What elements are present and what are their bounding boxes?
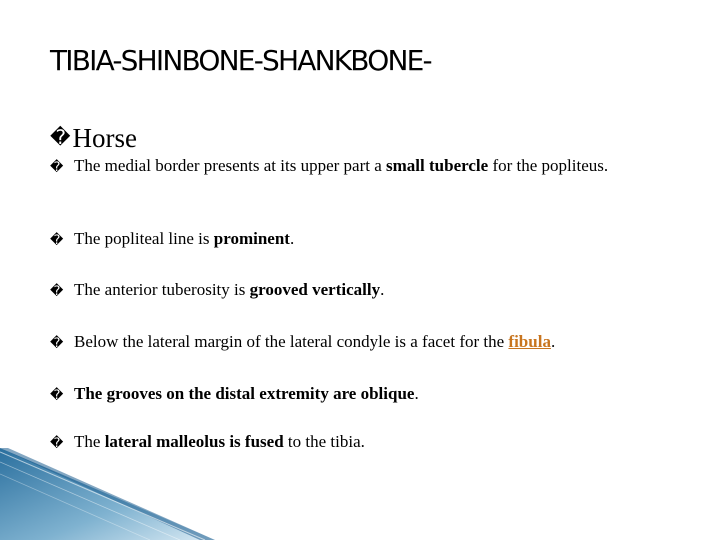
bullet-text: to the tibia. [283,432,365,451]
section-heading [50,122,137,153]
bullet-text: The medial border presents at its upper part a [74,156,387,175]
bullet-emphasis: prominent [213,229,290,248]
heading-text: Horse [72,123,137,153]
corner-decoration [0,448,215,540]
bullet-text: for the popliteus. [488,156,609,175]
bullet-text: . [550,332,556,351]
bullet-marker-icon: � [50,388,64,403]
bullet-emphasis: small tubercle [386,156,489,175]
bullet-text: . [289,229,295,248]
bullet-emphasis: lateral malleolus is fused [104,432,284,451]
missing-glyph-icon: � [50,125,71,149]
bullet-text: . [380,280,385,299]
bullet-marker-icon: � [50,160,64,175]
bullet-text: . [414,384,419,403]
list-item [50,229,675,248]
list-item [50,384,675,403]
bullet-marker-icon: � [50,233,64,248]
list-item [50,332,675,351]
bullet-text: The anterior tuberosity is [74,280,250,299]
slide-title: TIBIA-SHINBONE-SHANKBONE- [50,44,431,77]
bullet-text: The [74,432,105,451]
bullet-text: The popliteal line is [74,229,214,248]
list-item [50,280,675,299]
bullet-emphasis: grooved vertically [249,280,381,299]
bullet-marker-icon: � [50,436,64,451]
fibula-link[interactable]: fibula [508,332,551,351]
list-item [50,156,675,175]
bullet-emphasis: The grooves on the distal extremity are oblique [74,384,415,403]
bullet-marker-icon: � [50,284,64,299]
bullet-text: Below the lateral margin of the lateral condyle is a facet for the [74,332,509,351]
bullet-marker-icon: � [50,336,64,351]
